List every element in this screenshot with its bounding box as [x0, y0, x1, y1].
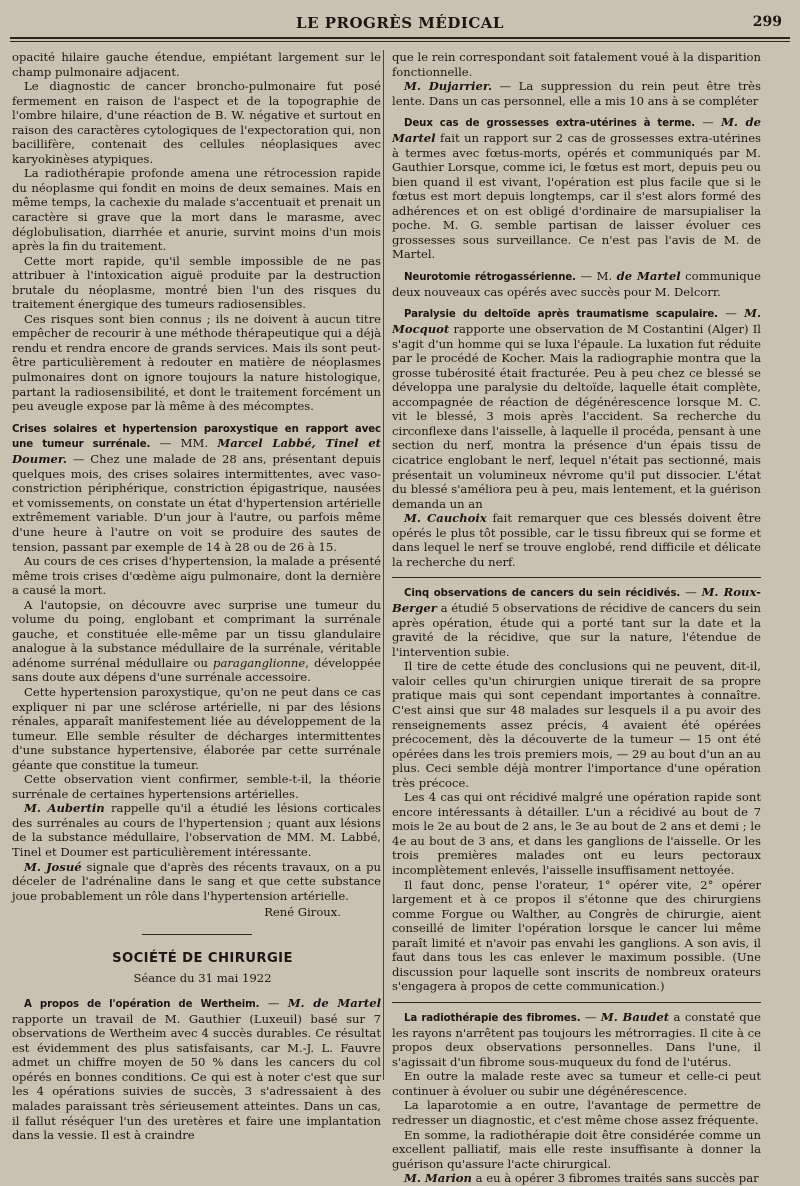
running-title: LE PROGRÈS MÉDICAL [296, 14, 504, 32]
paragraph: En outre la malade reste avec sa tumeur et celle-ci peut continuer à évoluer ou subir une dégénérescence. [392, 1069, 761, 1098]
right-column [392, 50, 762, 1186]
paragraph: Au cours de ces crises d'hypertension, la malade a présenté même trois crises d'œdème aigu pulmonaire, dont la dernière a causé la mort. [12, 554, 381, 598]
heading-dash: — [259, 995, 288, 1010]
section-title: SOCIÉTÉ DE CHIRURGIE [112, 950, 293, 966]
speaker-name: M. Dujarrier. [404, 79, 493, 94]
section-separator [142, 934, 252, 935]
communication-paralysie [392, 306, 761, 511]
heading-dash: — [580, 1009, 601, 1024]
left-column [12, 50, 382, 1143]
italic-term: paraganglionne [213, 655, 306, 670]
communication-text: a constaté que les rayons n'arrêtent pas toujours les métrorragies. Il cite à ce propos deux observations personnelles. Dans l'une, il s'agissait d'un fibrome sous-muqueux du fond de l'utérus. [392, 1009, 761, 1069]
communication-grossesses [392, 115, 761, 262]
paragraph: Il faut donc, pense l'orateur, 1° opérer vite, 2° opérer largement et à ce propos il s'étonne que des chirurgiens comme Forgue ou Walther, au Congrès de chirurgie, aient conseillé de limiter l'opération lorsque le cancer lui même paraît limité et n'avoir pas envahi les ganglions. A son avis, il faut dans tous les cas enlever le maximum possible. (Une discussion pour laquelle sont inscrits de nombreux orateurs s'engagera à propos de cette communication.) [392, 877, 761, 994]
speaker-name: M. Cauchoix [404, 511, 487, 526]
text-run: — La suppression du rein peut être très lente. Dans un cas personnel, elle a mis 10 ans à se compléter [392, 79, 761, 108]
paragraph: Cette observation vient confirmer, semble-t-il, la théorie surrénale de certaines hypertensions artérielles. [12, 772, 381, 801]
communication-text: rapporte une observation de M Costantini (Alger) Il s'agit d'un homme qui se luxa l'épaule. La luxation fut réduite par le procédé de Kocher. Mais la radiographie montra que la grosse tubérosité était fracturée. Peu à peu chez ce blessé se développa une paralysie du deltoïde, laquelle était complète, accompagnée de réaction de dégénérescence lorsque M. C. vit le blessé, 3 mois après l'accident. Sa recherche du circonflexe dans l'aisselle, à laquelle il procéda, pensant à une section du nerf, montra la présence d'un épais tissu de cicatrice englobant le nerf, lequel n'était pas sectionné, mais présentait un volumineux névrome qu'il put dissocier. L'état du blessé s'améliora peu à peu, mais lentement, et la guérison demanda un an [392, 322, 761, 511]
communication-heading: Paralysie du deltoïde après traumatisme scapulaire. [404, 309, 718, 321]
paragraph-josue [12, 860, 381, 904]
heading-dash: — [680, 585, 702, 600]
communication-text: a étudié 5 observations de récidive de cancers du sein après opération, étude qui a porté tant sur la date et la gravité de la récidive, que sur la nature, l'étendue de l'intervention subie. [392, 601, 761, 659]
paragraph-dujarrier [392, 79, 761, 108]
communication-heading: Neurotomie rétrogassérienne. [404, 271, 576, 283]
header-rule [10, 37, 790, 39]
speaker-name: M. Roux-Berger [392, 585, 761, 616]
paragraph-cauchoix [392, 511, 761, 569]
page-header [0, 0, 800, 44]
paragraph: Ces risques sont bien connus ; ils ne doivent à aucun titre empêcher de recourir à une méthode thérapeutique qui a déjà rendu et rendra encore de grands services. Mais ils sont peut-être particulièrement à redouter en matière de néoplasmes pulmonaires dont on ignore toujours la nature histologique, partant la radiosensibilité, et dont le traitement forcément un peu aveugle expose par là même à des mécomptes. [12, 311, 381, 414]
speaker-names: Marcel Labbé, Tinel et Doumer. [12, 436, 382, 467]
paragraph: Les 4 cas qui ont récidivé malgré une opération rapide sont encore intéressants à détailler. L'un a récidivé au bout de 7 mois le 2e au bout de 2 ans, le 3e au bout de 2 ans et demi ; le 4e au bout de 3 ans, et dans les ganglions de l'aisselle. Or les trois premières malades ont eu leurs pectoraux incomplètement enlevés, l'aisselle insuffisament nettoyée. [392, 790, 761, 877]
text-run: a eu à opérer 3 fibromes traités sans succès par [471, 1171, 759, 1186]
text-run: rappelle qu'il a étudié les lésions corticales des surrénales au cours de l'hypertension ; quant aux lésions de la substance médullaire, l'observation de MM. M. Labbé, Tinel et Doumer est particulièrement intéressante. [12, 801, 381, 860]
heading-dash: — [695, 115, 722, 130]
heading-dash: — [717, 306, 745, 321]
communication-wertheim [12, 996, 381, 1143]
paragraph: Il tire de cette étude des conclusions qui ne peuvent, dit-il, valoir celles qu'un chirurgien unique tirerait de sa propre pratique mais qui sont cependant importantes à connaître. C'est ainsi que sur 48 malades sur lesquels il a pu avoir des renseignements assez précis, 4 avaient été opérées précocement, dès la découverte de la tumeur — 15 ont été opérées dans les trois premiers mois, — 29 au bout d'un an au plus. Ceci semble déjà montrer l'importance d'une opération très précoce. [392, 659, 761, 790]
session-date: Séance du 31 mai 1922 [133, 971, 272, 986]
speaker-name: M. Mocquot [392, 306, 762, 337]
paragraph: que le rein correspondant soit fatalement voué à la disparition fonctionnelle. [392, 50, 761, 79]
paragraph: Cette mort rapide, qu'il semble impossible de ne pas attribuer à l'intoxication aiguë produite par la destruction brutale du néoplasme, montré bien l'un des risques du traitement énergique des tumeurs radiosensibles. [12, 253, 381, 312]
section-separator [392, 1002, 761, 1003]
communication-text: rapporte un travail de M. Gauthier (Luxeuil) basé sur 7 observations de Wertheim avec 4 succès durables. Ce résultat est évidemment des plus satisfaisants, car M.-J. L. Fauvre admet un chiffre moyen de 50 % dans les cancers du col opérés en bonnes conditions. Ce qui est à noter c'est que sur les 4 opérations suivies de succès, 3 s'adressaient à des malades paraissant très sérieusement atteintes. Dans un cas, il fallut réséquer l'un des uretères et faire une implantation dans la vessie. Il est à craindre [12, 1011, 381, 1143]
speaker-name: M. de Martel [287, 995, 382, 1010]
paragraph: Le diagnostic de cancer broncho-pulmonaire fut posé fermement en raison de l'aspect et de la topographie de l'ombre hilaire, d'une réaction de B. W. négative et surtout en raison des caractères cytologiques de l'expectoration qui, non bacillifère, contenait des cellules néoplasiques avec karyokinèses atypiques. [12, 79, 381, 166]
page-number: 299 [752, 14, 782, 30]
paragraph: En somme, la radiothérapie doit être considérée comme un excellent palliatif, mais elle reste insuffisante à donner la guérison qu'assure l'acte chirurgical. [392, 1127, 761, 1171]
paragraph: Cette hypertension paroxystique, qu'on ne peut dans ce cas expliquer ni par une sclérose artérielle, ni par des lésions rénales, apparaît manifestement liée au développement de la tumeur. Elle semble résulter de décharges intermittentes d'une substance hypertensive, élaborée par cette surrénale géante que constitue la tumeur. [12, 685, 381, 772]
column-divider [383, 50, 384, 1080]
paragraph: La radiothérapie profonde amena une rétrocession rapide du néoplasme qui fondit en moins de deux semaines. Mais en même temps, la cachexie du malade s'accentuait et prenait un caractère si grave que la mort dans le marasme, avec déglobulisation, diarrhée et anurie, survint moins d'un mois après la fin du traitement. [12, 166, 381, 254]
communication-text: fait un rapport sur 2 cas de grossesses extra-utérines à termes avec fœtus-morts, opérés et communiqués par M. Gauthier Lorsque, comme ici, le fœtus est mort, depuis peu ou bien quand il est vivant, l'opération est plus facile que si le fœtus est mort depuis longtemps, car il s'est alors formé des adhérences et on est obligé d'ordinaire de marsupialiser la poche. M. G. semble partisan de laisser évoluer ces grossesses sous surveillance. Ce n'est pas l'avis de M. de Martel. [392, 130, 762, 262]
communication-crises [12, 421, 381, 554]
speaker-name: M. Baudet [600, 1009, 670, 1024]
speaker-name: M. Josué [24, 859, 82, 874]
speaker-name: M. Marion [404, 1171, 472, 1186]
heading-dash: — M. [575, 268, 617, 283]
communication-cancers-sein [392, 585, 761, 659]
paragraph-aubertin [12, 801, 381, 859]
heading-dash: — MM. [150, 436, 218, 451]
communication-heading: Cinq observations de cancers du sein récidivés. [404, 588, 681, 600]
paragraph: La laparotomie a en outre, l'avantage de permettre de redresser un diagnostic, et c'est même chose assez fréquente. [392, 1098, 761, 1127]
text-run: A l'autopsie, on découvre avec surprise une tumeur du volume du poing, englobant et comprimant la surrénale gauche, et constituée elle-même par un tissu glandulaire analogue à la substance médullaire de la surrénale, véritable adénome surrénal médullaire ou [12, 597, 381, 670]
text-run: , développée sans doute aux dépens d'une surrénale accessoire. [12, 655, 381, 685]
communication-neurotomie [392, 269, 761, 299]
communication-text: communique deux nouveaux cas opérés avec succès pour M. Delcorr. [392, 268, 762, 299]
text-run: fait remarquer que ces blessés doivent être opérés le plus tôt possible, car le tissu fibreux qui se forme et dans lequel le nerf se trouve englobé, rend difficile et délicate la recherche du nerf. [392, 511, 761, 569]
header-rule-thin [10, 41, 790, 42]
speaker-name: M. de Martel [392, 115, 762, 145]
author-signature: René Giroux. [264, 905, 341, 920]
speaker-name: M. Aubertin [24, 801, 105, 816]
communication-heading: La radiothérapie des fibromes. [404, 1012, 581, 1024]
communication-heading: A propos de l'opération de Wertheim. [24, 998, 260, 1010]
communication-heading: Crises solaires et hypertension paroxystique en rapport avec une tumeur surrénale. [12, 423, 381, 451]
paragraph: opacité hilaire gauche étendue, empiétant largement sur le champ pulmonaire adjacent. [12, 50, 381, 79]
communication-fibromes [392, 1010, 761, 1069]
communication-heading: Deux cas de grossesses extra-utérines à terme. [404, 118, 696, 130]
section-separator [392, 577, 761, 578]
text-run: signale que d'après des récents travaux, on a pu déceler de l'adrénaline dans le sang et que cette substance joue probablement un rôle dans l'hypertension artérielle. [12, 859, 381, 903]
paragraph-marion [392, 1171, 761, 1186]
speaker-name: de Martel [616, 268, 681, 283]
paragraph [12, 598, 381, 685]
communication-text: — Chez une malade de 28 ans, présentant depuis quelques mois, des crises solaires intermittentes, avec vaso-constriction périphérique, constriction épigastrique, nausées et vomissements, on constate un état d'hypertension artérielle extrêmement variable. D'un jour à l'autre, ou parfois même d'une heure à l'autre on voit se produire des sautes de tension, passant par exemple de 14 à 28 ou de 26 à 15. [12, 452, 381, 554]
